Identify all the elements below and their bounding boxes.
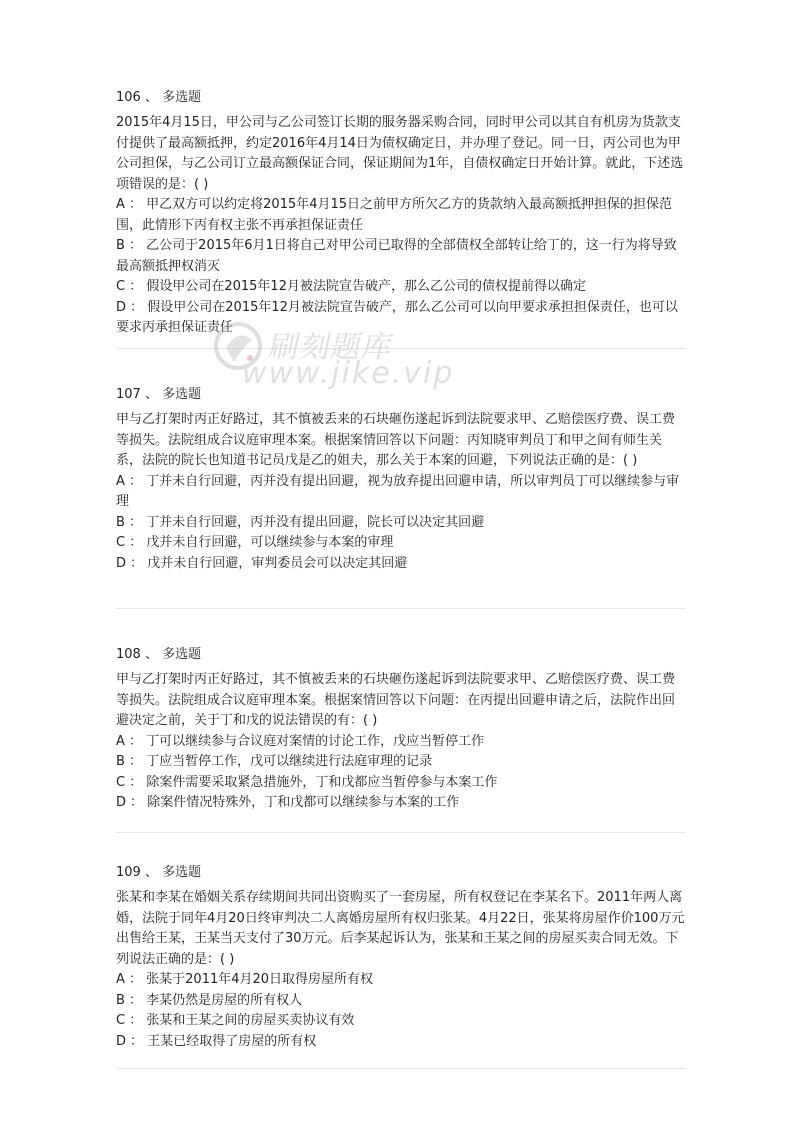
watermark-brand: 刷刻题库 — [265, 330, 397, 365]
question-107 — [116, 386, 686, 574]
question-stem: 甲与乙打架时丙正好路过，其不慎被丢来的石块砸伤遂起诉到法院要求甲、乙赔偿医疗费、误工费等损失。法院组成合议庭审理本案。根据案情回答以下问题：丙知晓审判员丁和甲之间有师生关系，法院的院长也知道书记员戊是乙的姐夫，那么关于本案的回避，下列说法正确的是：( ) — [116, 412, 676, 468]
option-b: B ： 丁应当暂停工作，戊可以继续进行法庭审理的记录 — [116, 754, 433, 769]
question-header: 108 、 多选题 — [116, 647, 202, 662]
question-stem: 张某和李某在婚姻关系存续期间共同出资购买了一套房屋，所有权登记在李某名下。2011年两人离婚，法院于同年4月20日终审判决二人离婚房屋所有权归张某。4月22日，张某将房屋作价100万元出售给王某，王某当天支付了30万元。后李某起诉认为，张某和王某之间的房屋买卖合同无效。下列说法正确的是：( ) — [116, 890, 685, 967]
option-c: C ： 除案件需要采取紧急措施外，丁和戊都应当暂停参与本案工作 — [116, 774, 498, 790]
question-divider — [116, 608, 686, 609]
watermark-url: www.jike.vip — [242, 356, 455, 391]
question-divider — [116, 832, 686, 833]
option-a: A ： 张某于2011年4月20日取得房屋所有权 — [116, 972, 374, 987]
question-header: 106 、 多选题 — [116, 90, 202, 105]
option-d: D ： 假设甲公司在2015年12月被法院宣告破产，那么乙公司可以向甲要求承担担保责任，也可以要求丙承担保证责任 — [116, 299, 678, 335]
option-d: D ： 除案件情况特殊外，丁和戊都可以继续参与本案的工作 — [116, 795, 460, 810]
question-divider — [116, 1068, 686, 1069]
question-stem: 甲与乙打架时丙正好路过，其不慎被丢来的石块砸伤遂起诉到法院要求甲、乙赔偿医疗费、误工费等损失。法院组成合议庭审理本案。根据案情回答以下问题：在丙提出回避申请之后，法院作出回避决定之前，关于丁和戊的说法错误的有：( ) — [116, 672, 676, 728]
option-a: A ： 丁可以继续参与合议庭对案情的讨论工作，戊应当暂停工作 — [116, 733, 485, 749]
option-a: A ： 甲乙双方可以约定将2015年4月15日之前甲方所欠乙方的货款纳入最高额抵押担保的担保范围，此情形下丙有权主张不再承担保证责任 — [116, 197, 673, 233]
option-c: C ： 戊并未自行回避，可以继续参与本案的审理 — [116, 535, 394, 550]
option-b: B ： 李某仍然是房屋的所有权人 — [116, 992, 303, 1008]
option-b: B ： 丁并未自行回避，丙并没有提出回避，院长可以决定其回避 — [116, 514, 485, 530]
question-stem: 2015年4月15日，甲公司与乙公司签订长期的服务器采购合同，同时甲公司以其自有机房为货款支付提供了最高额抵押，约定2016年4月14日为债权确定日，并办理了登记。同一日，丙公司也为甲公司担保，与乙公司订立最高额保证合同，保证期间为1年，自债权确定日开始计算。就此，下述选项错误的是：( ) — [116, 115, 684, 192]
question-109 — [116, 864, 686, 1052]
option-c: C ： 假设甲公司在2015年12月被法院宣告破产，那么乙公司的债权提前得以确定 — [116, 279, 586, 294]
option-b: B ： 乙公司于2015年6月1日将自己对甲公司已取得的全部债权全部转让给丁的，这一行为将导致最高额抵押权消灭 — [116, 238, 677, 274]
option-a: A ： 丁并未自行回避，丙并没有提出回避，视为放弃提出回避申请，所以审判员丁可以继续参与审理 — [116, 473, 680, 509]
question-header: 109 、 多选题 — [116, 865, 202, 880]
question-108 — [116, 646, 686, 814]
option-d: D ： 王某已经取得了房屋的所有权 — [116, 1033, 317, 1049]
question-106 — [116, 89, 686, 339]
option-d: D ： 戊并未自行回避，审判委员会可以决定其回避 — [116, 555, 408, 571]
option-c: C ： 张某和王某之间的房屋买卖协议有效 — [116, 1013, 355, 1028]
question-header: 107 、 多选题 — [116, 387, 202, 402]
question-divider — [116, 348, 686, 349]
